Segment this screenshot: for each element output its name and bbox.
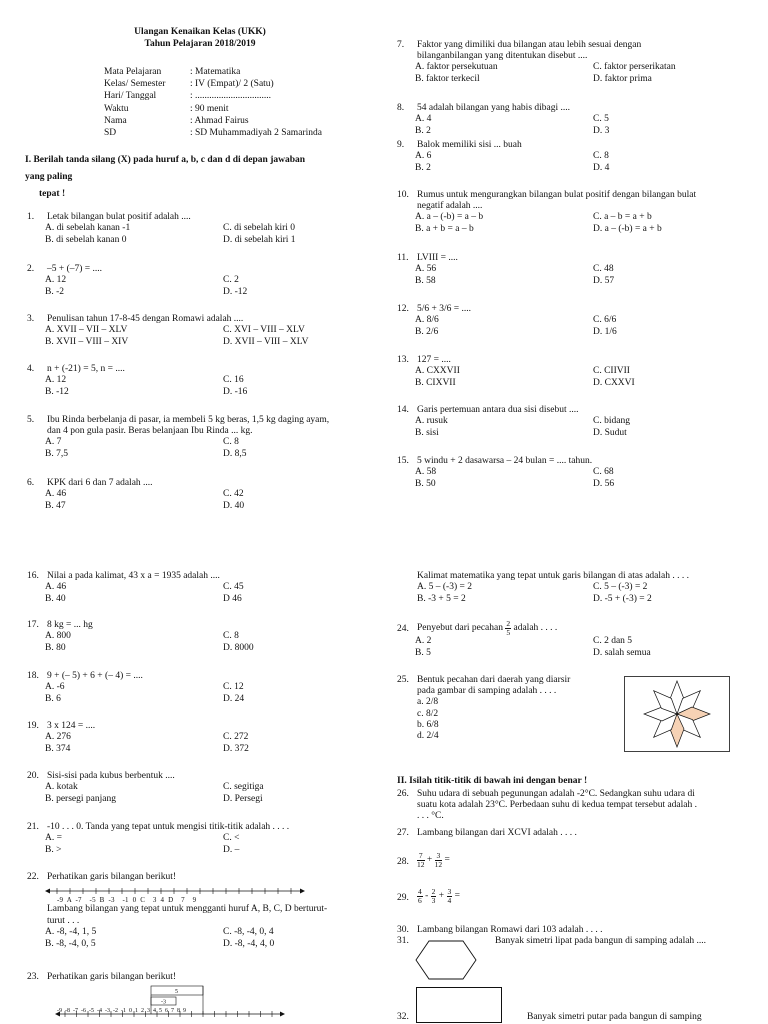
option-d[interactable]: D. 8,5 [223, 449, 247, 460]
option-d[interactable]: D. – [223, 845, 240, 856]
option-c[interactable]: C. 8 [593, 151, 609, 162]
option-a[interactable]: A. 56 [415, 264, 437, 275]
option-b[interactable]: B. di sebelah kanan 0 [45, 235, 127, 246]
option-a[interactable]: A. -8, -4, 1, 5 [45, 926, 97, 937]
question-4: 4. n + (-21) = 5, n = .... A. 12 C. 16 B. -12 D. -16 [27, 364, 248, 398]
option-a[interactable]: A. 46 [45, 489, 67, 500]
option-b[interactable]: B. sisi [415, 428, 439, 439]
question-25: 25. Bentuk pecahan dari daerah yang diarsir pada gambar di samping adalah . . . . a. 2/8 c. 8/2 b. 6/8 d. 2/4 [397, 675, 617, 742]
option-d[interactable]: D. 1/6 [593, 327, 617, 338]
option-a[interactable]: A. 12 [45, 275, 67, 286]
option-b[interactable]: B. 7,5 [45, 449, 68, 460]
option-b[interactable]: B. CIXVII [415, 378, 456, 389]
option-b[interactable]: B. > [45, 845, 62, 856]
option-d[interactable]: D. salah semua [593, 648, 651, 658]
question-2: 2. –5 + (–7) = .... A. 12 C. 2 B. -2 D. -12 [27, 264, 248, 298]
question-11: 11. LVIII = .... A. 56 C. 48 B. 58 D. 57 [397, 253, 615, 287]
question-5: 5. Ibu Rinda berbelanja di pasar, ia membeli 5 kg beras, 1,5 kg daging ayam, dan 4 pon gula pasir. Beras belanjaan Ibu Rinda ... kg. A. 7 C. 8 B. 7,5 D. 8,5 [27, 415, 330, 460]
option-c[interactable]: C. 42 [223, 489, 244, 500]
option-c[interactable]: C. CIIVII [593, 366, 630, 377]
option-a[interactable]: A. -6 [45, 682, 65, 693]
option-d[interactable]: D. 372 [223, 744, 249, 755]
option-d[interactable]: D. XVII – VIII – XLV [223, 337, 309, 348]
option-b[interactable]: B. 80 [45, 643, 66, 654]
option-b[interactable]: B. -8, -4, 0, 5 [45, 938, 96, 949]
option-a[interactable]: A. 2 [415, 636, 432, 646]
question-10: 10. Rumus untuk mengurangkan bilangan bulat positif dengan bilangan bulat negatif adalah .... A. a – (-b) = a – b C. a – b = a + b B. a + b = a – b D. a – (-b) = a + b [397, 190, 697, 235]
info-value: : IV (Empat)/ 2 (Satu) [190, 79, 274, 89]
question-3: 3. Penulisan tahun 17-8-45 dengan Romawi adalah .... A. XVII – VII – XLV C. XVI – VIII – XLV B. XVII – VIII – XIV D. XVII – VIII – XLV [27, 314, 309, 348]
option-a[interactable]: A. 7 [45, 437, 62, 448]
question-14: 14. Garis pertemuan antara dua sisi disebut .... A. rusuk C. bidang B. sisi D. Sudut [397, 405, 630, 439]
question-32: 32. Banyak simetri putar pada bangun di samping [397, 1012, 702, 1022]
option-b[interactable]: B. 374 [45, 744, 71, 755]
option-b[interactable]: B. XVII – VIII – XIV [45, 337, 129, 348]
option-c[interactable]: C. < [223, 833, 240, 844]
rectangle-shape [416, 987, 502, 1023]
number-line-22 [45, 886, 305, 896]
option-c[interactable]: C. faktor perserikatan [593, 62, 676, 73]
info-value: : Matematika [190, 67, 241, 77]
option-a[interactable]: A. 6 [415, 151, 432, 162]
option-b[interactable]: B. 5 [415, 648, 431, 658]
option-a[interactable]: A. XVII – VII – XLV [45, 325, 128, 336]
question-16: 16. Nilai a pada kalimat, 43 x a = 1935 adalah .... A. 46 C. 45 B. 40 D 46 [27, 571, 244, 605]
option-b[interactable]: B. -3 + 5 = 2 [417, 594, 466, 605]
option-c[interactable]: C. XVI – VIII – XLV [223, 325, 305, 336]
option-c[interactable]: C. a – b = a + b [593, 212, 652, 223]
info-label: SD [104, 128, 117, 138]
option-a[interactable]: A. a – (-b) = a – b [415, 212, 484, 223]
info-value: : SD Muhammadiyah 2 Samarinda [190, 128, 322, 138]
option-a[interactable]: A. 58 [415, 467, 437, 478]
option-c[interactable]: C. di sebelah kiri 0 [223, 223, 296, 234]
option-b[interactable]: B. persegi panjang [45, 794, 116, 805]
option-d[interactable]: D. -5 + (-3) = 2 [593, 594, 652, 605]
option-a[interactable]: A. kotak [45, 782, 78, 793]
option-d[interactable]: D. Persegi [223, 794, 263, 805]
option-b[interactable]: B. a + b = a – b [415, 224, 474, 235]
option-d[interactable]: D. Sudut [593, 428, 627, 439]
option-a[interactable]: A. faktor persekutuan [415, 62, 498, 73]
option-a[interactable]: A. CXXVII [415, 366, 460, 377]
option-c[interactable]: C. 12 [223, 682, 244, 693]
option-c[interactable]: C. 8 [223, 437, 239, 448]
option-c[interactable]: C. 8 [223, 631, 239, 642]
question-22: 22. Perhatikan garis bilangan berikut! -9 A -7 -5 B -3 -1 0 C 3 4 D 7 9 Lambang bilangan yang tepat untuk mengganti huruf A, B, C, D berturut- turut . . . A. -8, -4, 1, 5 C. -8, -4, 0, 4 B. -8, -4, 0, 5 D. -8, -4, 4, 0 [27, 872, 377, 951]
question-13: 13. 127 = .... A. CXXVII C. CIIVII B. CIXVII D. CXXVI [397, 355, 635, 389]
number-line-23 [55, 984, 285, 1024]
question-17: 17. 8 kg = ... hg A. 800 C. 8 B. 80 D. 8000 [27, 620, 254, 654]
question-27: 27. Lambang bilangan dari XCVI adalah . . . . [397, 828, 577, 838]
option-a[interactable]: A. = [45, 833, 62, 844]
number-line-labels: -9 A -7 -5 B -3 -1 0 C 3 4 D 7 9 [57, 896, 197, 905]
option-c[interactable]: C. 2 [223, 275, 239, 286]
question-9: 9. Balok memiliki sisi ... buah A. 6 C. 8 B. 2 D. 4 [397, 140, 610, 174]
exam-year: Tahun Pelajaran 2018/2019 [144, 39, 256, 49]
option-b[interactable]: B. 6 [45, 694, 61, 705]
option-d[interactable]: D. -16 [223, 387, 248, 398]
option-c[interactable]: C. -8, -4, 0, 4 [223, 926, 274, 937]
option-b[interactable]: B. -2 [45, 287, 64, 298]
option-c[interactable]: C. 6/6 [593, 315, 617, 326]
option-a[interactable]: A. 5 – (-3) = 2 [417, 582, 472, 593]
option-d[interactable]: D. 24 [223, 694, 245, 705]
option-d[interactable]: d. 2/4 [417, 731, 439, 742]
question-19: 19. 3 x 124 = .... A. 276 C. 272 B. 374 D. 372 [27, 721, 249, 755]
option-b[interactable]: b. 6/8 [417, 719, 439, 730]
arc-label-top: 5 [175, 989, 178, 996]
option-c[interactable]: C. 5 – (-3) = 2 [593, 582, 648, 593]
section-1-instruction: I. Berilah tanda silang (X) pada huruf a, b, c dan d di depan jawaban yang paling tepat ! [25, 155, 306, 200]
option-a[interactable]: a. 2/8 [417, 697, 439, 708]
exam-title: Ulangan Kenaikan Kelas (UKK) [134, 27, 266, 37]
option-d[interactable]: D. -8, -4, 4, 0 [223, 938, 275, 949]
option-d[interactable]: D. CXXVI [593, 378, 635, 389]
section-2-instruction: II. Isilah titik-titik di bawah ini dengan benar ! [397, 776, 588, 786]
option-d[interactable]: D. 3 [593, 126, 610, 137]
option-c[interactable]: C. bidang [593, 416, 630, 427]
question-8: 8. 54 adalah bilangan yang habis dibagi .... A. 4 C. 5 B. 2 D. 3 [397, 103, 610, 137]
question-23-continued: Kalimat matematika yang tepat untuk garis bilangan di atas adalah . . . . A. 5 – (-3) = 2 C. 5 – (-3) = 2 B. -3 + 5 = 2 D. -5 + (-3) = 2 [417, 571, 689, 605]
option-b[interactable]: B. 50 [415, 479, 436, 490]
option-a[interactable]: A. rusuk [415, 416, 448, 427]
question-31: 31. Banyak simetri lipat pada bangun di samping adalah .... [397, 936, 707, 946]
question-18: 18. 9 + (– 5) + 6 + (– 4) = .... A. -6 C. 12 B. 6 D. 24 [27, 671, 245, 705]
option-b[interactable]: B. 2/6 [415, 327, 439, 338]
option-c[interactable]: C. 16 [223, 375, 244, 386]
option-b[interactable]: B. 2 [415, 163, 431, 174]
option-a[interactable]: A. 8/6 [415, 315, 439, 326]
option-b[interactable]: B. 40 [45, 594, 66, 605]
option-a[interactable]: A. 276 [45, 732, 71, 743]
option-c[interactable]: C. 45 [223, 582, 244, 593]
number-line-labels: -9 -8 -7 -6 -5 -4 -3 -2 -1 0 1 2 3 4 5 6 7 8 9 [57, 1008, 186, 1014]
option-a[interactable]: A. 12 [45, 375, 67, 386]
question-12: 12. 5/6 + 3/6 = .... A. 8/6 C. 6/6 B. 2/6 D. 1/6 [397, 304, 617, 338]
option-a[interactable]: A. di sebelah kanan -1 [45, 223, 131, 234]
option-c[interactable]: C. segitiga [223, 782, 264, 793]
option-b[interactable]: B. 2 [415, 126, 431, 137]
question-1: 1. Letak bilangan bulat positif adalah .... A. di sebelah kanan -1 C. di sebelah kiri 0 B. di sebelah kanan 0 D. di sebelah kiri 1 [27, 212, 296, 246]
question-28: 28. $\frac{7}{12}$ + $\frac{3}{12}$ = [397, 851, 450, 869]
option-d[interactable]: D. 8000 [223, 643, 254, 654]
option-b[interactable]: B. 47 [45, 501, 66, 512]
option-c[interactable]: C. 272 [223, 732, 249, 743]
option-c[interactable]: C. 68 [593, 467, 614, 478]
question-23: 23. Perhatikan garis bilangan berikut! 5 -3 -9 -8 -7 -6 -5 -4 -3 -2 -1 0 1 2 3 4 5 6 7 8 9 [27, 972, 377, 1024]
option-d[interactable]: D. a – (-b) = a + b [593, 224, 662, 235]
question-24: 24. Penyebut dari pecahan $\frac{2}{5}$ adalah . . . . A. 2 C. 2 dan 5 B. 5 D. salah semua [397, 619, 651, 658]
option-a[interactable]: A. 4 [415, 114, 432, 125]
option-d[interactable]: D. 57 [593, 276, 615, 287]
option-d[interactable]: D. -12 [223, 287, 248, 298]
option-c[interactable]: C. 5 [593, 114, 609, 125]
question-6: 6. KPK dari 6 dan 7 adalah .... A. 46 C. 42 B. 47 D. 40 [27, 478, 245, 512]
question-21: 21. -10 . . . 0. Tanda yang tepat untuk mengisi titik-titik adalah . . . . A. = C. < B. > D. – [27, 822, 290, 856]
question-7: 7. Faktor yang dimiliki dua bilangan atau lebih sesuai dengan bilanganbilangan yang ditentukan disebut .... A. faktor persekutuan C. faktor perserikatan B. faktor terkecil D. faktor prima [397, 40, 676, 85]
option-b[interactable]: B. -12 [45, 387, 69, 398]
question-29: 29. $\frac{4}{6}$ - $\frac{2}{3}$ + $\frac{3}{4}$ = [397, 887, 461, 905]
option-a[interactable]: A. 800 [45, 631, 71, 642]
fraction: $\frac{2}{5}$ [506, 619, 511, 637]
option-d[interactable]: D. 56 [593, 479, 615, 490]
option-a[interactable]: A. 46 [45, 582, 67, 593]
star-shaded-figure [624, 676, 730, 752]
question-26: 26. Suhu udara di sebuah pegunungan adalah -2°C. Sedangkan suhu udara di suatu kota adalah 23°C. Perbedaan suhu di kedua tempat tersebut adalah . . . . °C. [397, 789, 698, 822]
option-c[interactable]: C. 2 dan 5 [593, 636, 633, 646]
option-c[interactable]: C. 48 [593, 264, 614, 275]
option-c[interactable]: c. 8/2 [417, 708, 439, 719]
info-label: Mata Pelajaran [104, 67, 162, 77]
info-value: : ................................ [190, 91, 272, 101]
option-d[interactable]: D. di sebelah kiri 1 [223, 235, 296, 246]
option-d[interactable]: D. 40 [223, 501, 245, 512]
info-label: Nama [104, 116, 127, 126]
option-b[interactable]: B. 58 [415, 276, 436, 287]
option-b[interactable]: B. faktor terkecil [415, 74, 480, 85]
info-value: : Ahmad Fairus [190, 116, 249, 126]
question-15: 15. 5 windu + 2 dasawarsa – 24 bulan = .... tahun. A. 58 C. 68 B. 50 D. 56 [397, 456, 615, 490]
info-label: Waktu [104, 104, 129, 114]
question-20: 20. Sisi-sisi pada kubus berbentuk .... A. kotak C. segitiga B. persegi panjang D. Persegi [27, 771, 264, 805]
question-30: 30. Lambang bilangan Romawi dari 103 adalah . . . . [397, 925, 603, 935]
info-value: : 90 menit [190, 104, 229, 114]
option-d[interactable]: D. faktor prima [593, 74, 652, 85]
arc-label-mid: -3 [161, 999, 166, 1006]
hexagon-shape [415, 940, 477, 980]
info-label: Hari/ Tanggal [104, 91, 157, 101]
option-d[interactable]: D. 4 [593, 163, 610, 174]
info-label: Kelas/ Semester [104, 79, 166, 89]
option-d[interactable]: D 46 [223, 594, 242, 605]
